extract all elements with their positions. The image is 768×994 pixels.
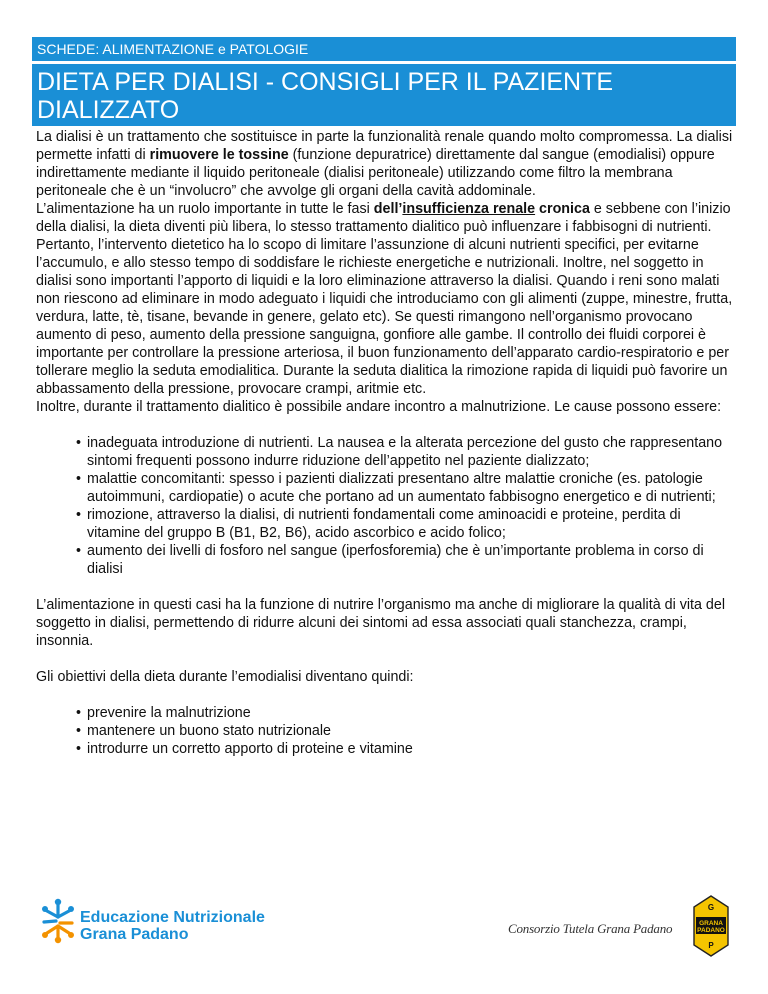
intro-paragraph-3: Inoltre, durante il trattamento dialitico è possibile andare incontro a malnutrizione. Le cause possono essere: [36,399,722,415]
educazione-nutrizionale-logo-icon [38,897,78,945]
intro-paragraph-1: La dialisi è un trattamento che sostituisce in parte la funzionalità renale quando molto compromessa. La dialisi permette infatti di rimuovere le tossine (funzione depuratrice) direttamente dal sangue (emodialisi) oppure indirettamente mediante il liquido peritoneale (dialisi peritoneale) utilizzando come filtro la membrana peritoneale che è un “involucro” che avvolge gli organi della cavità addominale. [36,129,733,199]
svg-text:P: P [708,941,714,950]
paragraph-quality-of-life: L’alimentazione in questi casi ha la funzione di nutrire l’organismo ma anche di migliorare la qualità di vita del soggetto in dialisi, permettendo di ridurre alcuni dei sintomi ad essa associati quali stanchezza, crampi, insonnia. [36,597,726,649]
causes-list [36,434,736,578]
section-kicker: SCHEDE: ALIMENTAZIONE e PATOLOGIE [32,37,736,61]
svg-text:PADANO: PADANO [697,927,725,934]
article-body [32,128,736,758]
list-item: • inadeguata introduzione di nutrienti. La nausea e la alterata percezione del gusto che rappresentano sintomi frequenti possono indurre riduzione dell’appetito nel paziente dializzato; [76,434,736,470]
consorzio-signature: Consorzio Tutela Grana Padano [508,921,673,936]
educazione-nutrizionale-wordmark: Educazione Nutrizionale Grana Padano [80,909,265,943]
grana-padano-logo-icon [693,895,729,957]
list-item: • introdurre un corretto apporto di proteine e vitamine [76,740,736,758]
list-item: • malattie concomitanti: spesso i pazienti dializzati presentano altre malattie croniche (es. patologie autoimmuni, cardiopatie) o acute che portano ad un aumentato fabbisogno energetico e di nutrienti; [76,470,736,506]
svg-text:G: G [707,903,715,912]
list-item: • rimozione, attraverso la dialisi, di nutrienti fondamentali come aminoacidi e proteine, perdita di vitamine del gruppo B (B1, B2, B6), acido ascorbico e acido folico; [76,506,736,542]
list-item: • prevenire la malnutrizione [76,704,736,722]
emphasis-text: rimuovere le tossine [149,147,289,163]
page-footer [0,895,768,965]
goals-list [36,704,736,758]
list-item: • mantenere un buono stato nutrizionale [76,722,736,740]
document-page [32,37,736,776]
page-title: DIETA PER DIALISI - CONSIGLI PER IL PAZIENTE DIALIZZATO [32,64,736,126]
paragraph-goals-intro: Gli obiettivi della dieta durante l’emodialisi diventano quindi: [36,669,414,685]
svg-text:GRANA: GRANA [699,920,723,927]
list-item: • aumento dei livelli di fosforo nel sangue (iperfosforemia) che è un’importante problema in corso di dialisi [76,542,736,578]
insufficienza-renale-link[interactable]: insufficienza renale [402,201,536,217]
intro-paragraph-2: L’alimentazione ha un ruolo importante in tutte le fasi dell’insufficienza renale cronica e sebbene con l’inizio della dialisi, la dieta diventi più libera, lo stesso trattamento dialitico può influenzare i fabbisogni di nutrienti. Pertanto, l’intervento dietetico ha lo scopo di limitare l’assunzione di alcuni nutrienti specifici, per evitarne l’accumulo, e allo stesso tempo di soddisfare le richieste energetiche e nutrizionali. Inoltre, nel soggetto in dialisi sono importanti l’apporto di liquidi e la loro eliminazione attraverso la dialisi. Quando i reni sono malati non riescono ad eliminare in modo adeguato i liquidi che introduciamo con gli alimenti (zuppe, minestre, frutta, verdura, latte, tè, tisane, bevande in genere, gelato etc). Se questi rimangono nell’organismo provocano aumento di peso, aumento della pressione sanguigna, gonfiore alle gambe. Il controllo dei fluidi corporei è importante per controllare la pressione arteriosa, il buon funzionamento dell’apparato cardio-respiratorio e per tollerare meglio la seduta emodialitica. Durante la seduta dialitica la rimozione rapida di liquidi può favorire un abbassamento della pressione, provocare crampi, aritmie etc. [36,201,733,397]
